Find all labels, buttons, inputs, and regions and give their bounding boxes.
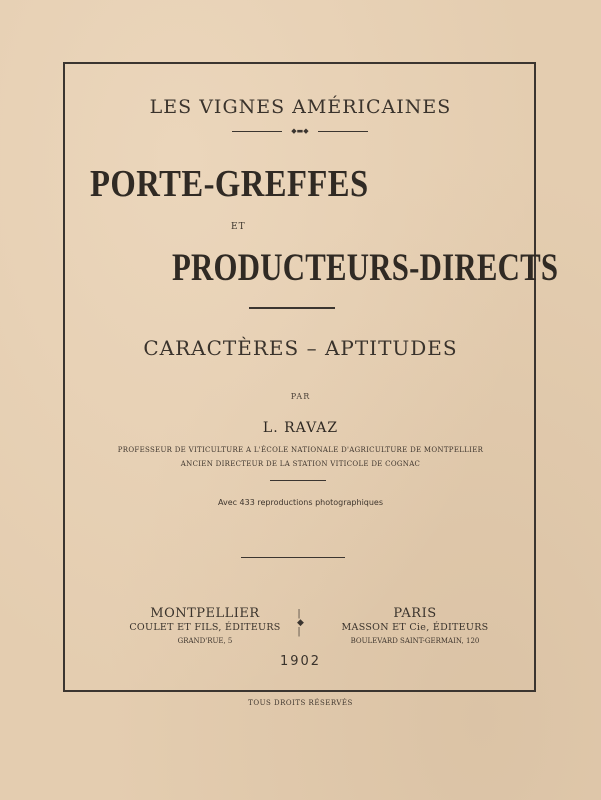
publisher-name: MASSON ET Cie, ÉDITEURS [341,622,489,633]
publisher-city: MONTPELLIER [150,606,260,621]
author-name: L. RAVAZ [262,420,339,436]
author-rule [270,480,326,481]
publisher-address: BOULEVARD SAINT-GERMAIN, 120 [350,637,480,645]
series-title: LES VIGNES AMÉRICAINES [149,96,452,118]
page-border-frame [63,62,559,692]
author-affiliation-2: ANCIEN DIRECTEUR DE LA STATION VITICOLE DE COGNAC [180,460,421,468]
publisher-montpellier [110,606,304,647]
reproductions-note: Avec 433 reproductions photographiques [217,498,384,507]
by-label: PAR [290,392,311,401]
publisher-rule [241,557,345,558]
rights-notice: TOUS DROITS RÉSERVÉS [248,699,353,707]
title-conjunction: ET [231,222,246,232]
title-line-1: PORTE-GREFFES [90,163,369,205]
ornament-icon: ◆▬◆ [291,127,309,135]
author-affiliation-1: PROFESSEUR DE VITICULTURE A L'ÉCOLE NATIONALE D'AGRICULTURE DE MONTPELLIER [117,446,484,454]
series-rule-right [318,131,368,132]
title-line-2: PRODUCTEURS-DIRECTS [172,246,559,289]
publication-year: 1902 [279,654,322,669]
publisher-name: COULET ET FILS, ÉDITEURS [129,622,281,633]
publisher-paris [320,606,510,647]
title-rule [249,307,335,309]
series-rule-left [232,131,282,132]
subtitle: CARACTÈRES – APTITUDES [143,336,458,360]
publisher-address: GRAND'RUE, 5 [177,637,233,645]
publisher-city: PARIS [393,606,437,621]
publisher-separator-icon: | ◆ | [297,609,304,637]
